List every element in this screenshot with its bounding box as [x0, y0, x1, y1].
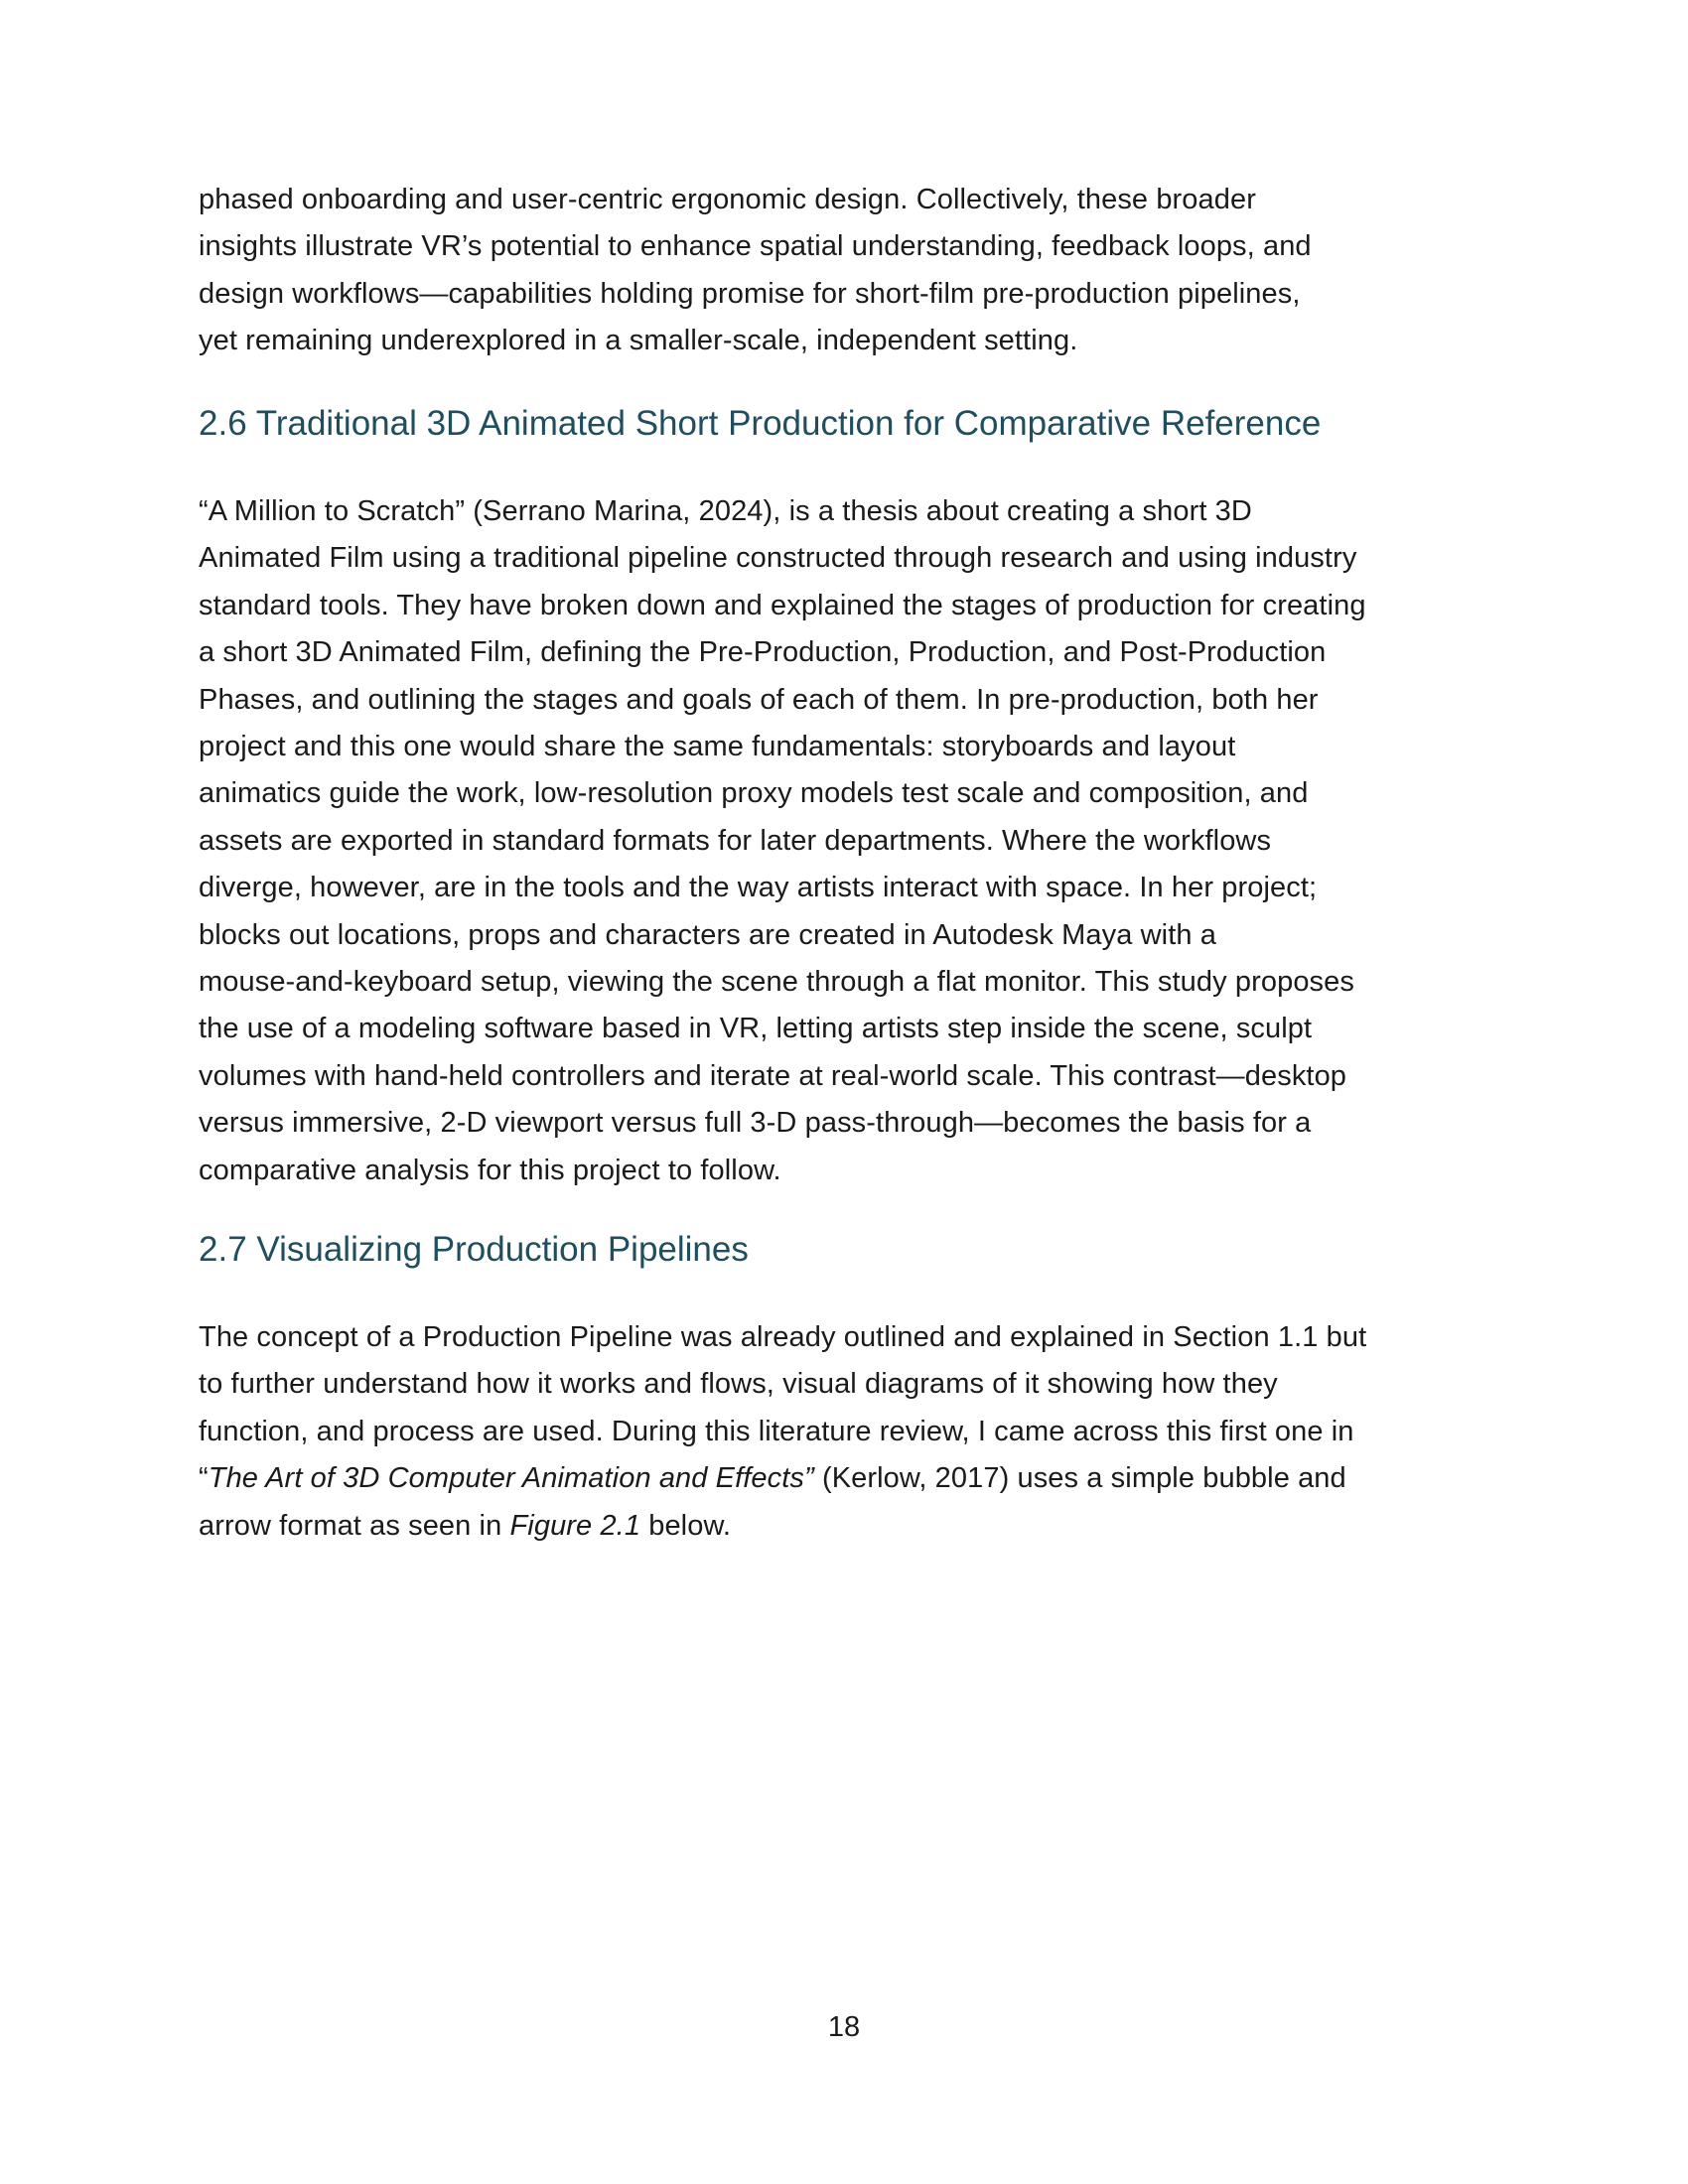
- text-line: to further understand how it works and flows, visual diagrams of it showing how they: [199, 1368, 1278, 1401]
- text-line: mouse-and-keyboard setup, viewing the scene through a flat monitor. This study proposes: [199, 966, 1354, 999]
- text-line: a short 3D Animated Film, defining the Pre-Production, Production, and Post-Production: [199, 636, 1327, 669]
- text-line: Animated Film using a traditional pipeline constructed through research and using industry: [199, 542, 1357, 575]
- paragraph-section-2-6: [199, 488, 1366, 1194]
- text-line: animatics guide the work, low-resolution proxy models test scale and composition, and: [199, 777, 1309, 810]
- quote-mark: “: [199, 1462, 209, 1495]
- text-span: (Kerlow, 2017) uses a simple bubble and: [813, 1462, 1346, 1495]
- text-line: Phases, and outlining the stages and goals of each of them. In pre-production, both her: [199, 683, 1319, 716]
- text-span: arrow format as seen in: [199, 1509, 510, 1542]
- text-line: yet remaining underexplored in a smaller-scale, independent setting.: [199, 325, 1078, 357]
- text-line: insights illustrate VR’s potential to enhance spatial understanding, feedback loops, and: [199, 230, 1312, 263]
- page-number: 18: [827, 2011, 861, 2043]
- paragraph-intro-continuation: [199, 177, 1312, 365]
- text-line: diverge, however, are in the tools and the way artists interact with space. In her project;: [199, 872, 1318, 904]
- text-line: comparative analysis for this project to follow.: [199, 1154, 781, 1186]
- text-line: [199, 1455, 1366, 1502]
- paragraph-section-2-7: [199, 1314, 1366, 1550]
- text-line: “A Million to Scratch” (Serrano Marina, 2024), is a thesis about creating a short 3D: [199, 495, 1252, 527]
- text-line: volumes with hand-held controllers and iterate at real-world scale. This contrast—desktop: [199, 1059, 1347, 1092]
- text-line: phased onboarding and user-centric ergonomic design. Collectively, these broader: [199, 184, 1256, 215]
- section-heading-2-6: 2.6 Traditional 3D Animated Short Production for Comparative Reference: [199, 404, 1322, 443]
- section-heading-2-7: 2.7 Visualizing Production Pipelines: [199, 1230, 749, 1269]
- text-line: standard tools. They have broken down and explained the stages of production for creating: [199, 589, 1366, 621]
- text-line: assets are exported in standard formats for later departments. Where the workflows: [199, 824, 1272, 857]
- text-line: blocks out locations, props and characters are created in Autodesk Maya with a: [199, 918, 1216, 951]
- text-line: the use of a modeling software based in VR, letting artists step inside the scene, sculpt: [199, 1013, 1313, 1045]
- text-line: project and this one would share the same fundamentals: storyboards and layout: [199, 731, 1236, 763]
- book-title-citation: The Art of 3D Computer Animation and Effects”: [208, 1462, 814, 1495]
- text-line: The concept of a Production Pipeline was already outlined and explained in Section 1.1 but: [199, 1321, 1367, 1353]
- text-line: versus immersive, 2-D viewport versus full 3-D pass-through—becomes the basis for a: [199, 1107, 1312, 1140]
- figure-reference: Figure 2.1: [509, 1509, 641, 1542]
- text-line: function, and process are used. During this literature review, I came across this first one in: [199, 1415, 1354, 1447]
- text-line: [199, 1503, 1366, 1550]
- text-span: below.: [640, 1509, 732, 1542]
- text-line: design workflows—capabilities holding promise for short-film pre-production pipelines,: [199, 277, 1301, 310]
